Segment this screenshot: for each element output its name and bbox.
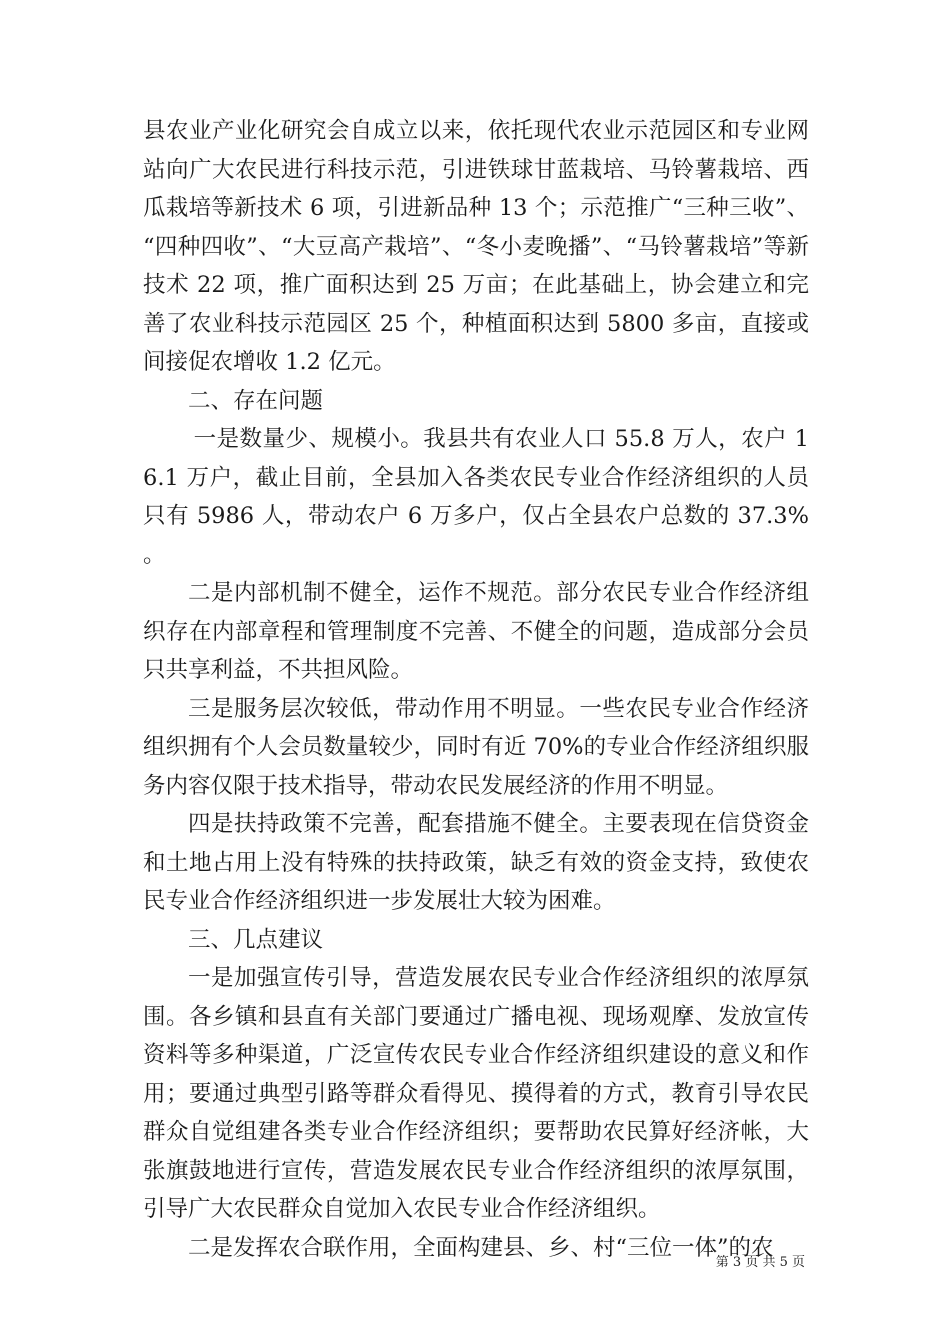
paragraph-problem-2: 二是内部机制不健全，运作不规范。部分农民专业合作经济组织存在内部章程和管理制度不完善、不健全的问题，造成部分会员只共享利益，不共担风险。 (143, 580, 809, 683)
paragraph-suggestion-1: 一是加强宣传引导，营造发展农民专业合作经济组织的浓厚氛围。各乡镇和县直有关部门要通过广播电视、现场观摩、发放宣传资料等多种渠道，广泛宣传农民专业合作经济组织建设的意义和作用；要通过典型引路等群众看得见、摸得着的方式，教育引导农民群众自觉组建各类专业合作经济组织；要帮助农民算好经济帐，大张旗鼓地进行宣传，营造发展农民专业合作经济组织的浓厚氛围，引导广大农民群众自觉加入农民专业合作经济组织。 (143, 965, 809, 1222)
heading-suggestions: 三、几点建议 (188, 926, 324, 953)
paragraph-problem-1: 一是数量少、规模小。我县共有农业人口 55.8 万人，农户 16.1 万户，截止目前，全县加入各类农民专业合作经济组织的人员只有 5986 人，带动农户 6 万多户，仅占全县农户总数的 37.3%。 (143, 426, 809, 568)
page-number: 第 3 页 共 5 页 (715, 1255, 805, 1270)
paragraph-achievements: 县农业产业化研究会自成立以来，依托现代农业示范园区和专业网站向广大农民进行科技示范，引进铁球甘蓝栽培、马铃薯栽培、西瓜栽培等新技术 6 项，引进新品种 13 个；示范推广“三种三收”、“四种四收”、“大豆高产栽培”、“冬小麦晚播”、“马铃薯栽培”等新技术 22 项，推广面积达到 25 万亩；在此基础上，协会建立和完善了农业科技示范园区 25 个，种植面积达到 5800 多亩，直接或间接促农增收 1.2 亿元。 (143, 118, 809, 375)
paragraph-problem-4: 四是扶持政策不完善，配套措施不健全。主要表现在信贷资金和土地占用上没有特殊的扶持政策，缺乏有效的资金支持，致使农民专业合作经济组织进一步发展壮大较为困难。 (143, 811, 809, 914)
heading-existing-problems: 二、存在问题 (188, 387, 324, 414)
document-body (143, 112, 809, 1267)
paragraph-problem-3: 三是服务层次较低，带动作用不明显。一些农民专业合作经济组织拥有个人会员数量较少，同时有近 70%的专业合作经济组织服务内容仅限于技术指导，带动农民发展经济的作用不明显。 (143, 695, 809, 799)
paragraph-suggestion-2: 二是发挥农合联作用，全面构建县、乡、村“三位一体”的农 (188, 1234, 774, 1261)
